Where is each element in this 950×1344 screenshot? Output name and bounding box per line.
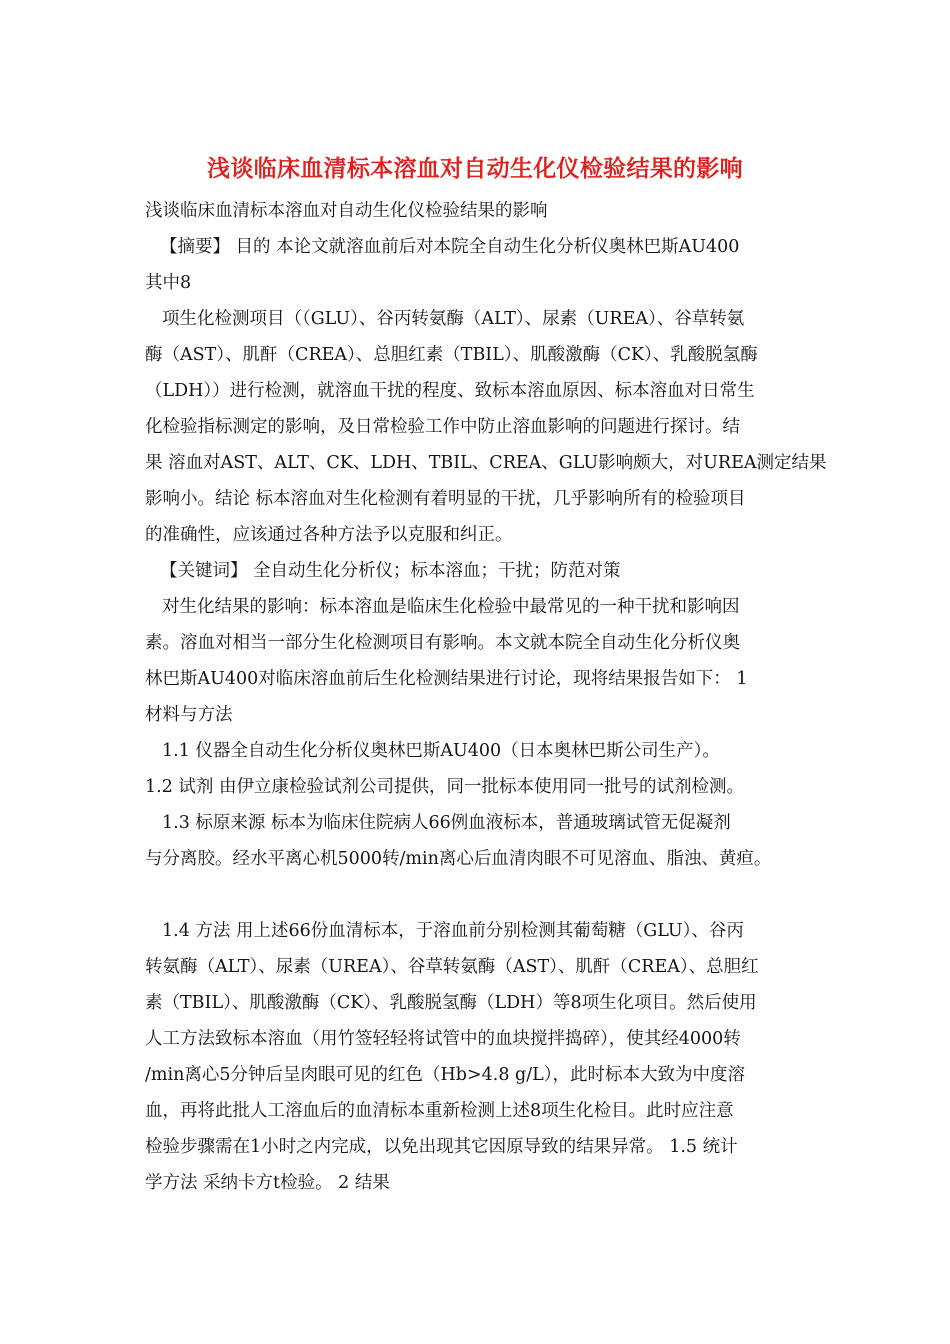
body-line: 1.2 试剂 由伊立康检验试剂公司提供，同一批标本使用同一批号的试剂检测。 [145,777,744,797]
body-line: 1.3 标原来源 标本为临床住院病人66例血液标本，普通玻璃试管无促凝剂 [162,813,731,833]
body-line: 酶（AST）、肌酐（CREA）、总胆红素（TBIL）、肌酸激酶（CK）、乳酸脱氢酶 [145,345,758,365]
body-line: 其中8 [145,273,192,293]
body-line: 的准确性，应该通过各种方法予以克服和纠正。 [145,525,513,545]
body-line: 材料与方法 [145,705,233,725]
body-line: 果 溶血对AST、ALT、CK、LDH、TBIL、CREA、GLU影响颇大，对UREA测定结果 [145,453,827,473]
body-line: 检验步骤需在1小时之内完成，以免出现其它因原导致的结果异常。 1.5 统计 [145,1137,738,1157]
body-line: 影响小。结论 标本溶血对生化检测有着明显的干扰，几乎影响所有的检验项目 [145,489,746,509]
body-line: 学方法 采纳卡方t检验。 2 结果 [145,1173,390,1193]
body-line: /min离心5分钟后呈肉眼可见的红色（Hb>4.8 g/L），此时标本大致为中度溶 [145,1065,745,1085]
body-line: 血，再将此批人工溶血后的血清标本重新检测上述8项生化检目。此时应注意 [145,1101,734,1121]
body-line: 【关键词】 全自动生化分析仪；标本溶血；干扰；防范对策 [160,561,621,581]
body-line: 【摘要】 目的 本论文就溶血前后对本院全自动生化分析仪奥林巴斯AU400 [160,237,740,257]
body-line: 人工方法致标本溶血（用竹签轻轻将试管中的血块搅拌捣碎），使其经4000转 [145,1029,741,1049]
body-line: 转氨酶（ALT）、尿素（UREA）、谷草转氨酶（AST）、肌酐（CREA）、总胆红 [145,957,759,977]
body-line: 化检验指标测定的影响，及日常检验工作中防止溶血影响的问题进行探讨。结 [145,417,740,437]
body-line: 林巴斯AU400对临床溶血前后生化检测结果进行讨论，现将结果报告如下： 1 [145,669,748,689]
document-title: 浅谈临床血清标本溶血对自动生化仪检验结果的影响 [207,156,743,182]
body-line: 1.1 仪器全自动生化分析仪奥林巴斯AU400（日本奥林巴斯公司生产）。 [162,741,720,761]
body-line: 1.4 方法 用上述66份血清标本，于溶血前分别检测其葡萄糖（GLU）、谷丙 [162,921,744,941]
body-line: 素。溶血对相当一部分生化检测项目有影响。本文就本院全自动生化分析仪奥 [145,633,740,653]
body-line: 素（TBIL）、肌酸激酶（CK）、乳酸脱氢酶（LDH）等8项生化项目。然后使用 [145,993,757,1013]
body-line: 项生化检测项目（（GLU）、谷丙转氨酶（ALT）、尿素（UREA）、谷草转氨 [162,309,745,329]
body-line: 对生化结果的影响：标本溶血是临床生化检验中最常见的一种干扰和影响因 [162,597,740,617]
body-line: 浅谈临床血清标本溶血对自动生化仪检验结果的影响 [145,201,548,221]
body-line: 与分离胶。经水平离心机5000转/min离心后血清肉眼不可见溶血、脂浊、黄疸。 [145,849,772,869]
body-line: （LDH））进行检测，就溶血干扰的程度、致标本溶血原因、标本溶血对日常生 [145,381,755,401]
